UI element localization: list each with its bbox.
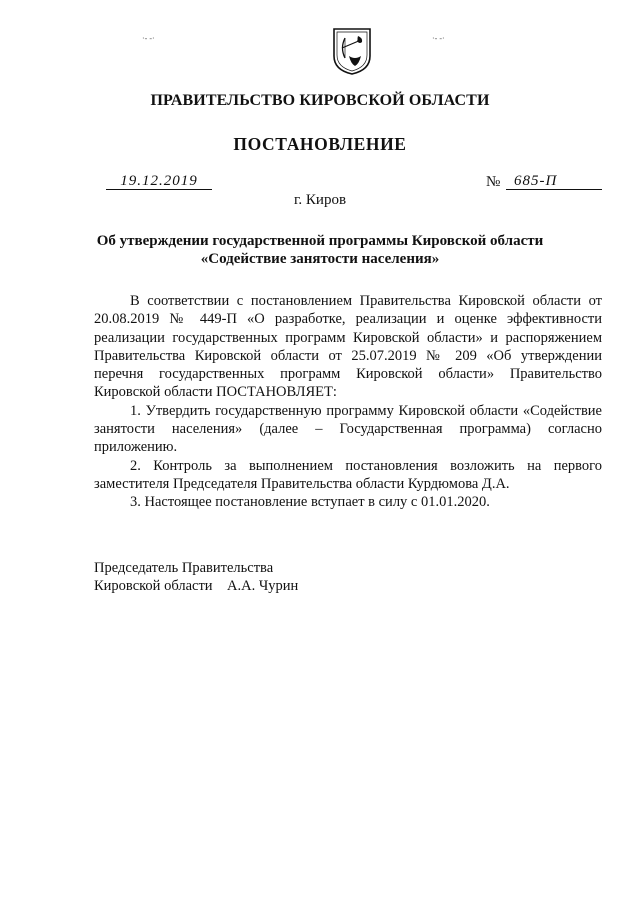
title-line: «Содействие занятости населения» [200,251,440,267]
scan-mark: ·- -· [142,34,155,43]
resolution-item: 1. Утвердить государственную программу Кировской области «Содействие занятости населения» (далее – Государственная программа) согласно приложению. [94,402,602,456]
scan-mark: ·- -· [432,34,445,43]
organization-name: ПРАВИТЕЛЬСТВО КИРОВСКОЙ ОБЛАСТИ [150,92,490,109]
document-body [94,292,602,512]
city-name: г. Киров [293,192,347,208]
signatory-position: Председатель Правительства [94,560,274,576]
document-date: 19.12.2019 [106,173,212,190]
document-title [0,232,640,268]
kirov-coat-of-arms-icon [331,26,373,76]
signature-block [94,559,414,596]
resolution-item: 2. Контроль за выполнением постановления возложить на первого заместителя Председателя Правительства области Курдюмова Д.А. [94,457,602,492]
number-sign: № [486,174,501,190]
title-line: Об утверждении государственной программы Кировской области [96,233,544,249]
document-number: 685-П [506,173,602,190]
resolution-item: 3. Настоящее постановление вступает в силу с 01.01.2020. [130,494,490,511]
document-type: ПОСТАНОВЛЕНИЕ [233,134,407,154]
signatory-name: Кировской области А.А. Чурин [94,578,299,595]
preamble-paragraph: В соответствии с постановлением Правительства Кировской области от 20.08.2019 № 449-П «О разработке, реализации и оценке эффективности реализации государственных программ Кировской области» и распоряжением Правительства Кировской области от 25.07.2019 № 209 «Об утверждении перечня государственных программ Кировской области» Правительство Кировской области ПОСТАНОВЛЯЕТ: [94,293,602,401]
